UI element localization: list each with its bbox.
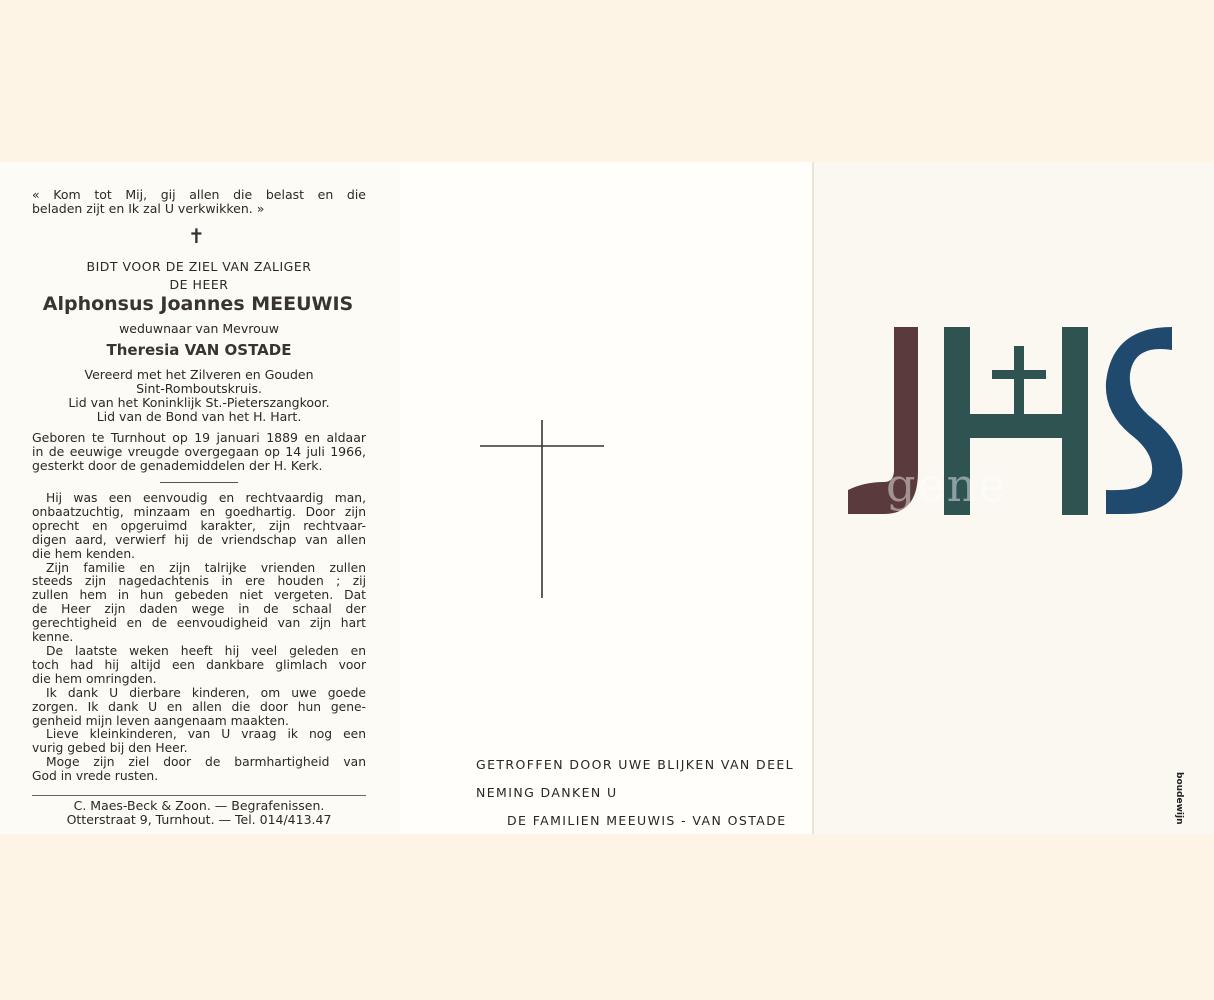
body-line: Lieve kleinkinderen, van U vraag ik nog een xyxy=(46,727,366,742)
body-line: Hij was een eenvoudig en rechtvaardig man, xyxy=(46,491,366,505)
cross-icon: ✝ xyxy=(188,224,205,248)
letter-s xyxy=(1106,327,1183,514)
body-line: digen aard, verwierf hij de vriendschap van allen xyxy=(32,532,366,547)
h-cross-horizontal xyxy=(992,370,1046,379)
body-line: zorgen. Ik dank U en allen die door hun gene- xyxy=(32,699,366,714)
birth-death-text xyxy=(32,431,366,473)
scripture-quote xyxy=(32,188,366,216)
body-line: steeds zijn nagedachtenis in ere houden ; zij xyxy=(32,574,366,589)
body-line: Moge zijn ziel door de barmhartigheid van xyxy=(46,755,366,770)
text-panel xyxy=(0,162,400,834)
body-line: oprecht en opgeruimd karakter, zijn rechtvaar- xyxy=(32,518,366,533)
body-line: vurig gebed bij den Heer. xyxy=(32,741,188,756)
printer-line: Otterstraat 9, Turnhout. — Tel. 014/413.47 xyxy=(66,812,332,827)
honor-line: Lid van de Bond van het H. Hart. xyxy=(96,409,302,424)
body-line: zullen hem in hun gebeden niet vergeten. Dat xyxy=(32,588,366,603)
born-line: gesterkt door de genademiddelen der H. Kerk. xyxy=(32,458,323,473)
divider xyxy=(160,482,238,483)
h-cross-vertical xyxy=(1014,346,1024,414)
artist-signature: boudewijn xyxy=(1174,772,1184,825)
prayer-heading xyxy=(32,258,366,294)
honor-line: Sint-Romboutskruis. xyxy=(136,381,262,396)
body-line: Ik dank U dierbare kinderen, om uwe goede xyxy=(46,685,366,700)
thanks-line: NEMING DANKEN U xyxy=(476,785,618,800)
prayer-line: BIDT VOOR DE ZIEL VAN ZALIGER xyxy=(86,259,312,274)
body-line: genheid mijn leven aangenaam maakten. xyxy=(32,713,289,728)
body-line: De laatste weken heeft hij veel geleden en xyxy=(46,643,366,658)
body-line: onbaatzuchtig, minzaam en goedhartig. Door zijn xyxy=(32,504,366,519)
body-line: kenne. xyxy=(32,630,74,645)
thanks-line: GETROFFEN DOOR UWE BLIJKEN VAN DEEL xyxy=(476,757,795,772)
body-line: die hem kenden. xyxy=(32,546,136,561)
honor-line: Vereerd met het Zilveren en Gouden xyxy=(84,367,314,382)
quote-line: beladen zijt en Ik zal U verkwikken. » xyxy=(32,201,265,216)
born-line: Geboren te Turnhout op 19 januari 1889 en aldaar xyxy=(32,430,366,445)
born-line: in de eeuwige vreugde overgegaan op 14 juli 1966, xyxy=(32,444,366,459)
watermark-text: gene xyxy=(886,458,1008,512)
memorial-text xyxy=(32,492,366,784)
body-line: die hem omringden. xyxy=(32,671,157,686)
deceased-name: Alphonsus Joannes MEEUWIS xyxy=(42,293,354,315)
body-line: God in vrede rusten. xyxy=(32,769,159,784)
spouse-name: Theresia VAN OSTADE xyxy=(106,341,292,359)
widower-text: weduwnaar van Mevrouw xyxy=(119,321,279,336)
thin-cross-icon xyxy=(480,420,604,598)
letter-h-bar xyxy=(970,414,1062,438)
letter-h-right xyxy=(1062,327,1088,515)
cover-panel xyxy=(812,162,1214,834)
honors-list xyxy=(32,368,366,424)
thanks-line: DE FAMILIEN MEEUWIS - VAN OSTADE xyxy=(507,813,787,828)
divider xyxy=(32,795,366,796)
thanks-panel xyxy=(400,162,812,834)
body-line: Zijn familie en zijn talrijke vrienden zullen xyxy=(46,560,366,575)
printer-credit xyxy=(32,799,366,827)
body-line: de Heer zijn daden wege in de schaal der xyxy=(32,602,366,617)
body-line: toch had hij altijd een dankbare glimlach voor xyxy=(32,657,366,672)
memorial-card xyxy=(0,162,1214,834)
honor-line: Lid van het Koninklijk St.-Pieterszangkoor. xyxy=(68,395,330,410)
prayer-line: DE HEER xyxy=(169,277,229,292)
printer-line: C. Maes-Beck & Zoon. — Begrafenissen. xyxy=(73,798,325,813)
body-line: gerechtigheid en de eenvoudigheid van zijn hart xyxy=(32,616,366,631)
quote-line: « Kom tot Mij, gij allen die belast en die xyxy=(32,187,366,202)
